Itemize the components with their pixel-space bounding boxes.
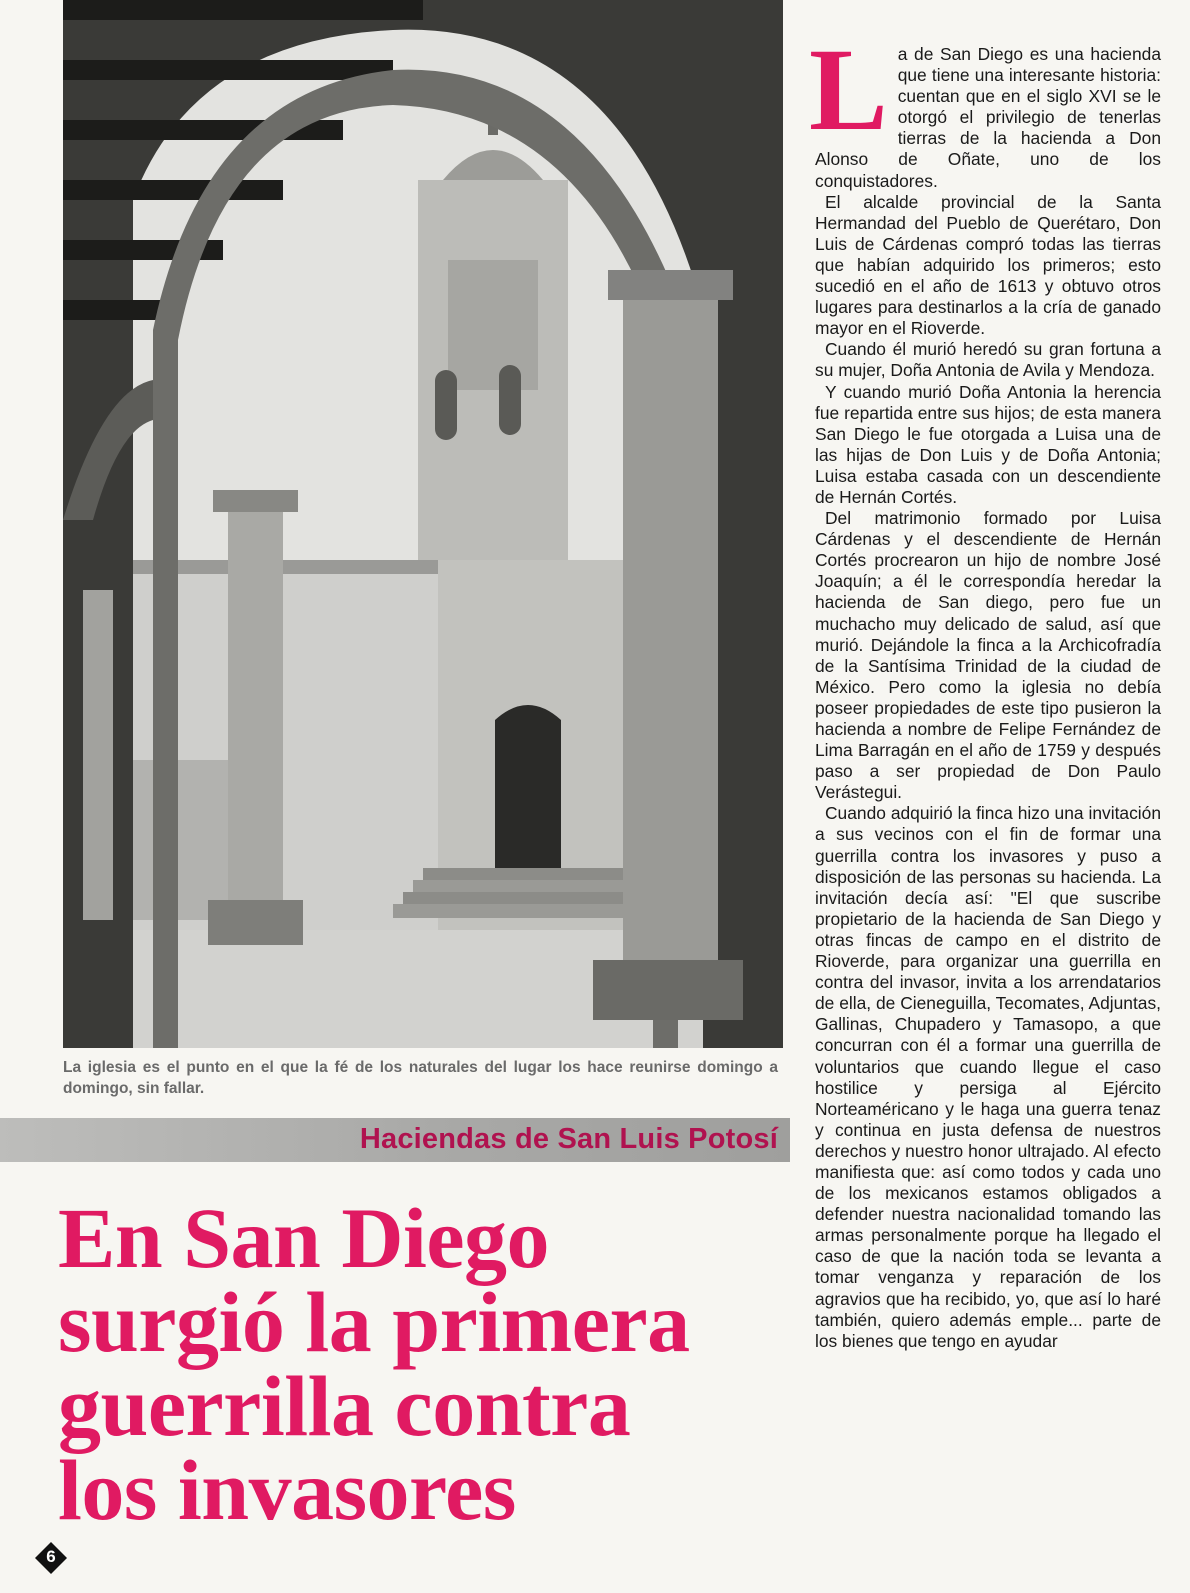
article-paragraph-2: El alcalde provincial de la Santa Hermandad del Pueblo de Querétaro, Don Luis de Cárdenas compró todas las tierras que habían adquirido los primeros; esto sucedió en el año de 1613 y obtuvo otros lugares para destinarlos a la cría de ganado mayor en el Rioverde.	[815, 191, 1161, 339]
paragraph-1-text: a de San Diego es una hacienda que tiene una interesante historia: cuentan que en el siglo XVI se le otorgó el privilegio de tenerlas tierras de la hacienda a Don Alonso de Oñate, uno de los conquistadores.	[815, 44, 1161, 191]
article-paragraph-4: Y cuando murió Doña Antonia la herencia fue repartida entre sus hijos; de esta manera San Diego le fue otorgada a Luisa una de las hijas de Don Luis y de Doña Antonia; Luisa estaba casada con un descendiente de Hernán Cortés.	[815, 381, 1161, 507]
page-number-badge	[34, 1541, 68, 1575]
photo-caption: La iglesia es el punto en el que la fé de los naturales del lugar los hace reunirse domingo a domingo, sin fallar.	[63, 1059, 778, 1097]
headline-line-4: los invasores	[58, 1442, 516, 1538]
headline	[58, 1190, 798, 1538]
church-arcade-photo-icon	[63, 0, 783, 1048]
drop-cap: L	[809, 24, 888, 155]
section-band	[0, 1118, 790, 1162]
headline-line-3: guerrilla contra	[58, 1358, 631, 1454]
headline-line-2: surgió la primera	[58, 1274, 690, 1370]
page-number: 6	[46, 1547, 56, 1566]
article-column	[809, 24, 1161, 1352]
article-paragraph-1	[809, 24, 1161, 192]
headline-line-1: En San Diego	[58, 1190, 550, 1286]
article-paragraph-6: Cuando adquirió la finca hizo una invitación a sus vecinos con el fin de formar una guerrilla contra los invasores y puso a disposición de las personas su hacienda. La invitación decía así: "El que suscribe propietario de la hacienda de San Diego y otras fincas de campo en el distrito de Rioverde, para organizar una guerrilla en contra del invasor, invita a los arrendatarios de ella, de Cieneguilla, Tecomates, Adjuntas, Gallinas, Chupadero y Tamasopo, a que concurran con él a formar una guerrilla de voluntarios que cuando llegue el caso hostilice y persiga al Ejército Norteaméricano y le haga una guerra tenaz y continua en justa defensa de nuestros derechos y nuestro honor ultrajado. Al efecto manifiesta que: así como todos y cada uno de los mexicanos estamos obligados a defender nuestra nacionalidad tomando las armas personalmente porque ha llegado el caso de que la nación toda se levanta a tomar venganza y reparación de los agravios que ha recibido, yo, que así lo haré también, quiero además emple... parte de los bienes que tengo en ayudar	[815, 803, 1161, 1351]
section-title: Haciendas de San Luis Potosí	[359, 1123, 778, 1155]
church-photo	[63, 0, 783, 1048]
article-paragraph-5: Del matrimonio formado por Luisa Cárdenas y el descendiente de Hernán Cortés procrearon un hijo de nombre José Joaquín; a él le correspondía heredar la hacienda de San diego, pero fue un muchacho muy delicado de salud, así que murió. Dejándole la finca a la Archicofradía de la Santísima Trinidad de la ciudad de México. Pero como la iglesia no debía poseer propiedades de este tipo pusieron la hacienda a nombre de Felipe Fernández de Lima Barragán en el año de 1759 y después paso a ser propiedad de Don Paulo Verástegui.	[815, 508, 1161, 803]
article-paragraph-3: Cuando él murió heredó su gran fortuna a su mujer, Doña Antonia de Avila y Mendoza.	[815, 339, 1161, 381]
